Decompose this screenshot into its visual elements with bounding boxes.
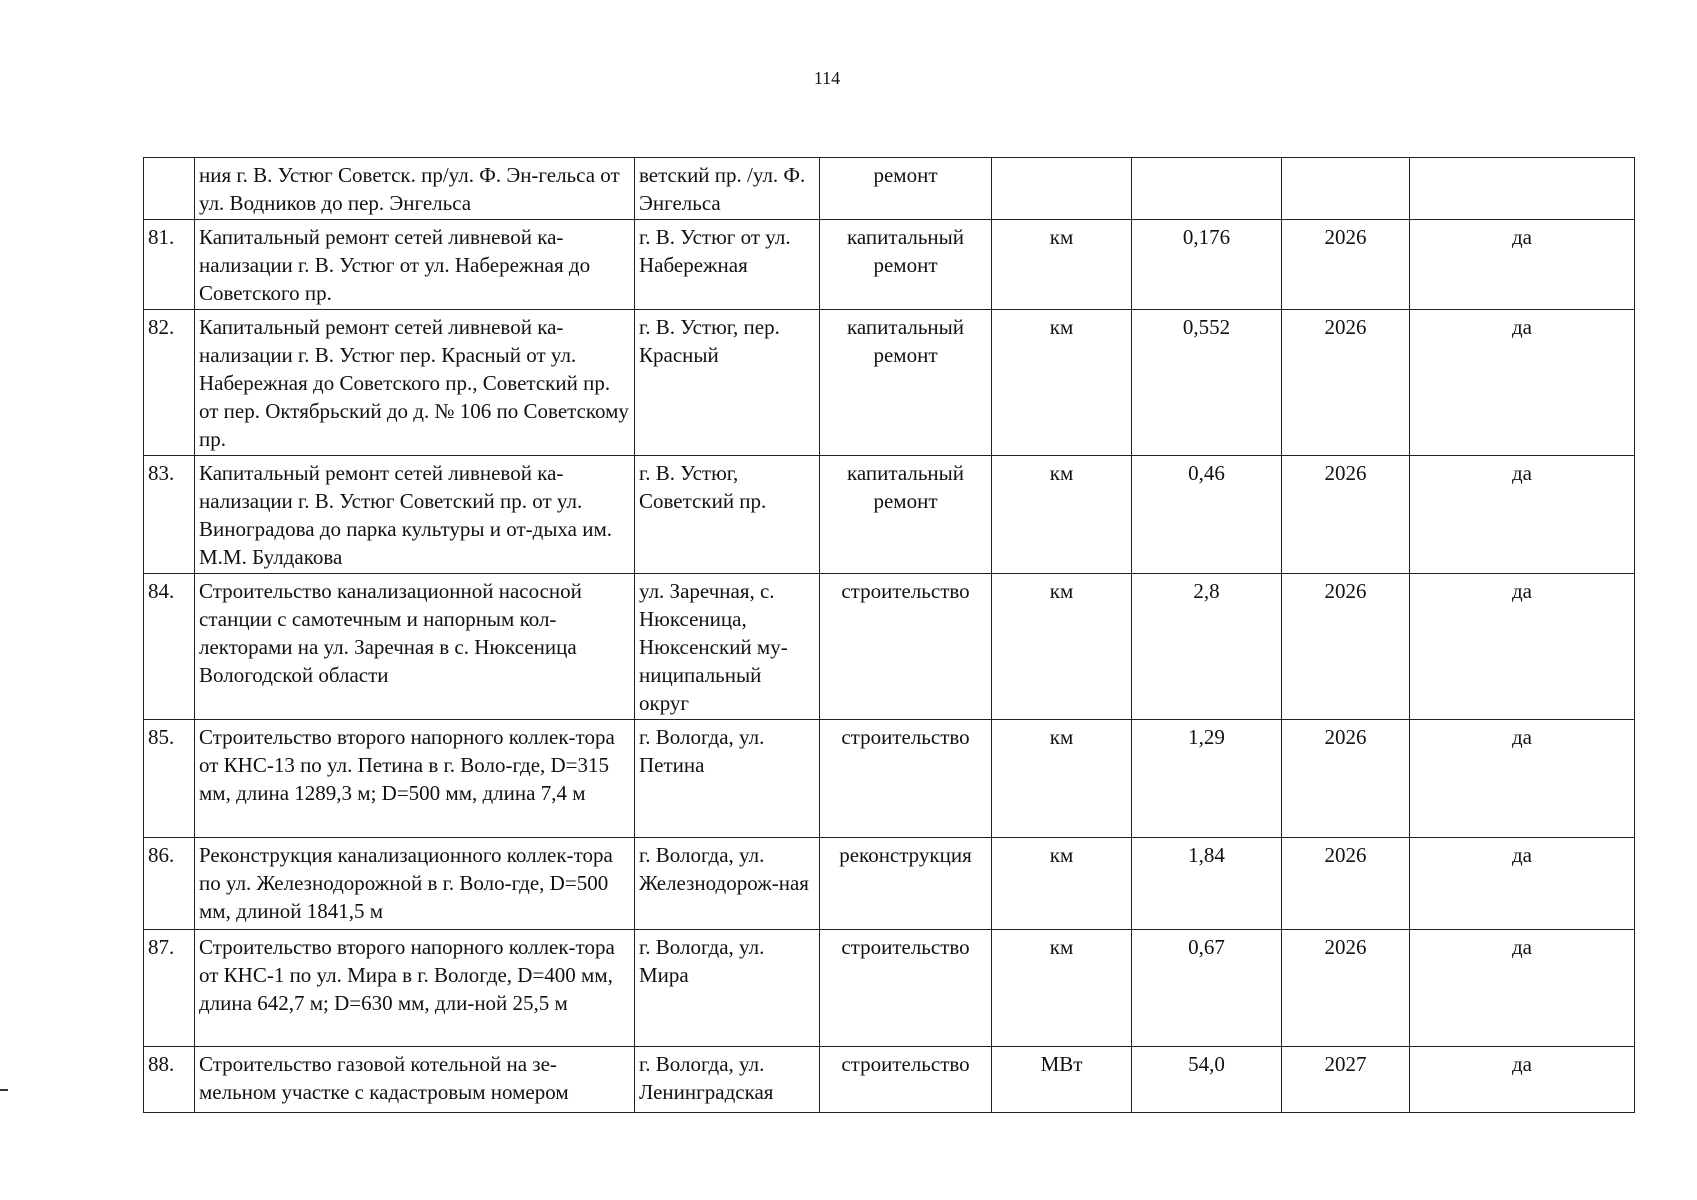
quantity: 0,67 <box>1132 930 1282 1047</box>
table-row <box>144 838 1635 930</box>
row-number: 87. <box>144 930 195 1047</box>
row-number: 86. <box>144 838 195 930</box>
project-location: ул. Заречная, с. Нюксеница, Нюксенский му-ниципальный округ <box>635 574 820 720</box>
work-type: строительство <box>820 720 992 838</box>
quantity: 54,0 <box>1132 1047 1282 1113</box>
project-description: Строительство газовой котельной на зе-мельном участке с кадастровым номером <box>195 1047 635 1113</box>
quantity: 2,8 <box>1132 574 1282 720</box>
table-row <box>144 456 1635 574</box>
flag: да <box>1410 310 1635 456</box>
quantity <box>1132 158 1282 220</box>
quantity: 0,176 <box>1132 220 1282 310</box>
flag: да <box>1410 456 1635 574</box>
row-number: 82. <box>144 310 195 456</box>
unit: км <box>992 930 1132 1047</box>
project-description: Строительство второго напорного коллек-тора от КНС-1 по ул. Мира в г. Вологде, D=400 мм, длина 642,7 м; D=630 мм, дли-ной 25,5 м <box>195 930 635 1047</box>
work-type: реконструкция <box>820 838 992 930</box>
project-location: г. Вологда, ул. Ленинградская <box>635 1047 820 1113</box>
project-location: ветский пр. /ул. Ф. Энгельса <box>635 158 820 220</box>
unit: км <box>992 574 1132 720</box>
row-number: 85. <box>144 720 195 838</box>
flag: да <box>1410 1047 1635 1113</box>
quantity: 0,46 <box>1132 456 1282 574</box>
table-row <box>144 220 1635 310</box>
unit: км <box>992 310 1132 456</box>
year: 2026 <box>1282 838 1410 930</box>
row-number: 83. <box>144 456 195 574</box>
year: 2026 <box>1282 220 1410 310</box>
flag: да <box>1410 930 1635 1047</box>
project-description: Капитальный ремонт сетей ливневой ка-нализации г. В. Устюг Советский пр. от ул. Виноградова до парка культуры и от-дыха им. М.М. Булдакова <box>195 456 635 574</box>
year <box>1282 158 1410 220</box>
work-type: ремонт <box>820 158 992 220</box>
unit <box>992 158 1132 220</box>
year: 2026 <box>1282 720 1410 838</box>
work-type: строительство <box>820 930 992 1047</box>
row-number: 84. <box>144 574 195 720</box>
unit: МВт <box>992 1047 1132 1113</box>
flag: да <box>1410 838 1635 930</box>
project-description: Капитальный ремонт сетей ливневой ка-нализации г. В. Устюг от ул. Набережная до Советского пр. <box>195 220 635 310</box>
work-type: капитальный ремонт <box>820 310 992 456</box>
year: 2026 <box>1282 310 1410 456</box>
quantity: 1,84 <box>1132 838 1282 930</box>
table-row <box>144 930 1635 1047</box>
flag: да <box>1410 220 1635 310</box>
project-location: г. Вологда, ул. Мира <box>635 930 820 1047</box>
work-type: капитальный ремонт <box>820 220 992 310</box>
work-type: строительство <box>820 574 992 720</box>
project-description: Реконструкция канализационного коллек-тора по ул. Железнодорожной в г. Воло-где, D=500 мм, длиной 1841,5 м <box>195 838 635 930</box>
project-location: г. В. Устюг от ул. Набережная <box>635 220 820 310</box>
work-type: строительство <box>820 1047 992 1113</box>
scan-edge-mark <box>0 1089 8 1091</box>
project-description: Капитальный ремонт сетей ливневой ка-нализации г. В. Устюг пер. Красный от ул. Набережная до Советского пр., Советский пр. от пер. Октябрьский до д. № 106 по Советскому пр. <box>195 310 635 456</box>
year: 2026 <box>1282 574 1410 720</box>
table-row <box>144 158 1635 220</box>
flag: да <box>1410 720 1635 838</box>
table-row <box>144 720 1635 838</box>
flag: да <box>1410 574 1635 720</box>
unit: км <box>992 838 1132 930</box>
work-type: капитальный ремонт <box>820 456 992 574</box>
year: 2027 <box>1282 1047 1410 1113</box>
project-location: г. Вологда, ул. Железнодорож-ная <box>635 838 820 930</box>
project-location: г. Вологда, ул. Петина <box>635 720 820 838</box>
unit: км <box>992 720 1132 838</box>
project-description: Строительство второго напорного коллек-тора от КНС-13 по ул. Петина в г. Воло-где, D=315 мм, длина 1289,3 м; D=500 мм, длина 7,4 м <box>195 720 635 838</box>
projects-table <box>143 157 1635 1113</box>
unit: км <box>992 456 1132 574</box>
row-number: 81. <box>144 220 195 310</box>
row-number <box>144 158 195 220</box>
project-description: ния г. В. Устюг Советск. пр/ул. Ф. Эн-гельса от ул. Водников до пер. Энгельса <box>195 158 635 220</box>
year: 2026 <box>1282 930 1410 1047</box>
project-description: Строительство канализационной насосной станции с самотечным и напорным кол-лекторами на ул. Заречная в с. Нюксеница Вологодской области <box>195 574 635 720</box>
quantity: 1,29 <box>1132 720 1282 838</box>
flag <box>1410 158 1635 220</box>
table-row <box>144 574 1635 720</box>
table-row <box>144 1047 1635 1113</box>
project-location: г. В. Устюг, Советский пр. <box>635 456 820 574</box>
project-location: г. В. Устюг, пер. Красный <box>635 310 820 456</box>
quantity: 0,552 <box>1132 310 1282 456</box>
unit: км <box>992 220 1132 310</box>
row-number: 88. <box>144 1047 195 1113</box>
year: 2026 <box>1282 456 1410 574</box>
page-number: 114 <box>813 68 841 88</box>
table-row <box>144 310 1635 456</box>
